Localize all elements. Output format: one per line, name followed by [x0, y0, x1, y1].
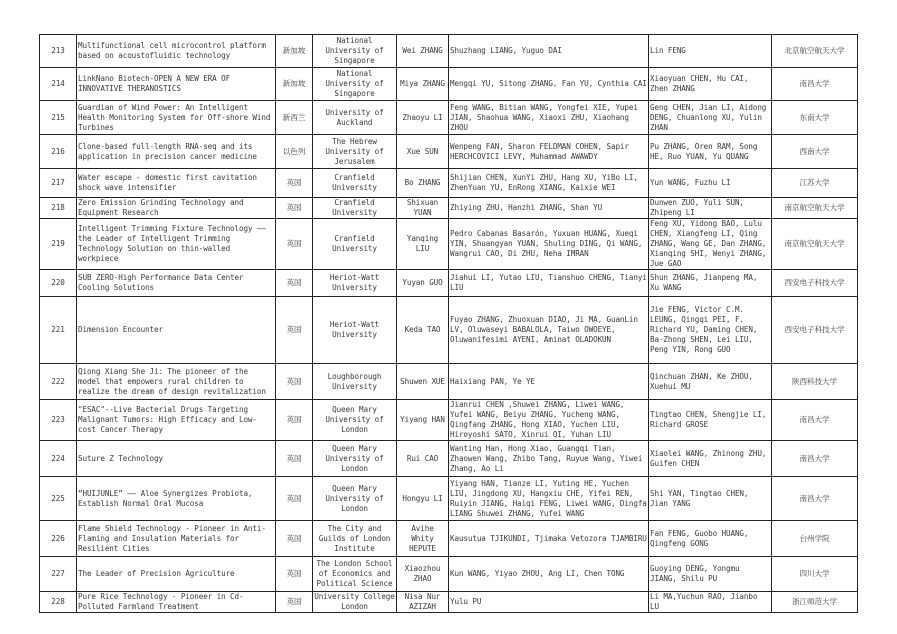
project-title-cell[interactable]: Qiong Xiang She Ji: The pioneer of the model that empowers rural children to realize the dream of design revitalization	[77, 364, 276, 400]
project-title-cell[interactable]: The Leader of Precision Agriculture	[77, 557, 276, 592]
row-number-cell[interactable]: 215	[40, 101, 77, 135]
mentors-cell[interactable]: Geng CHEN, Jian LI, Aidong DENG, Chuanlong XU, Yulin ZHAN	[649, 101, 772, 135]
row-number-cell[interactable]: 221	[40, 297, 77, 364]
row-number-cell[interactable]: 222	[40, 364, 77, 400]
school-cell[interactable]: 南昌大学	[772, 68, 858, 101]
school-cell[interactable]: 江苏大学	[772, 169, 858, 198]
row-number-cell[interactable]: 213	[40, 35, 77, 68]
table-row	[40, 135, 858, 169]
team-leader-cell[interactable]: Yuyan GUO	[397, 270, 449, 297]
table-row	[40, 521, 858, 557]
country-cell[interactable]: 英国	[276, 521, 313, 557]
table-row	[40, 270, 858, 297]
project-table	[39, 34, 858, 613]
team-leader-cell[interactable]: Xiaozhou ZHAO	[397, 557, 449, 592]
row-number-cell[interactable]: 217	[40, 169, 77, 198]
school-cell[interactable]: 浙江师范大学	[772, 592, 858, 613]
mentors-cell[interactable]: Xiaolei WANG, Zhinong ZHU, Guifen CHEN	[649, 441, 772, 477]
school-cell[interactable]: 南昌大学	[772, 477, 858, 521]
university-cell[interactable]: Loughborough University	[313, 364, 397, 400]
country-cell[interactable]: 英国	[276, 270, 313, 297]
row-number-cell[interactable]: 227	[40, 557, 77, 592]
row-number-cell[interactable]: 219	[40, 219, 77, 270]
project-title-cell[interactable]: Flame Shield Technology - Pioneer in Anti-Flaming and Insulation Materials for Resilient Cities	[77, 521, 276, 557]
table-row	[40, 101, 858, 135]
school-cell[interactable]: 南京航空航天大学	[772, 198, 858, 219]
table-row	[40, 297, 858, 364]
school-cell[interactable]: 西南大学	[772, 135, 858, 169]
mentors-cell[interactable]: Tingtao CHEN, Shengjie LI, Richard GROSE	[649, 400, 772, 441]
table-row	[40, 557, 858, 592]
mentors-cell[interactable]: Lin FENG	[649, 35, 772, 68]
team-leader-cell[interactable]: Yiyang HAN	[397, 400, 449, 441]
country-cell[interactable]: 英国	[276, 297, 313, 364]
project-title-cell[interactable]: Suture Z Technology	[77, 441, 276, 477]
team-members-cell[interactable]: Kun WANG, Yiyao ZHOU, Ang LI, Chen TONG	[449, 557, 649, 592]
university-cell[interactable]: National University of Singapore	[313, 35, 397, 68]
country-cell[interactable]: 新加坡	[276, 35, 313, 68]
team-members-cell[interactable]: Shuzhang LIANG, Yuguo DAI	[449, 35, 649, 68]
row-number-cell[interactable]: 228	[40, 592, 77, 613]
project-title-cell[interactable]: LinkNano Biotech-OPEN A NEW ERA OF INNOVATIVE THERANOSTICS	[77, 68, 276, 101]
mentors-cell[interactable]: Shi YAN, Tingtao CHEN, Jian YANG	[649, 477, 772, 521]
university-cell[interactable]: Queen Mary University of London	[313, 477, 397, 521]
mentors-cell[interactable]: Feng XU, Yidong BAO, Lulu CHEN, Xiangfeng LI, Qing ZHANG, Wang GE, Dan ZHANG, Xianqing SHI, Wenyi ZHANG, Jue GAO	[649, 219, 772, 270]
team-leader-cell[interactable]: Keda TAO	[397, 297, 449, 364]
team-leader-cell[interactable]: Nisa Nur AZIZAH	[397, 592, 449, 613]
team-members-cell[interactable]: Jianrui CHEN ,Shuwei ZHANG, Liwei WANG, Yufei WANG, Beiyu ZHANG, Yucheng WANG, Qingfang ZHANG, Hong XIAO, Yuchen LIU, Hiroyoshi SATO, Xinrui QI, Yuhan LIU	[449, 400, 649, 441]
row-number-cell[interactable]: 225	[40, 477, 77, 521]
university-cell[interactable]: Queen Mary University of London	[313, 400, 397, 441]
table-row	[40, 35, 858, 68]
university-cell[interactable]: University College London	[314, 592, 395, 611]
country-cell[interactable]: 以色列	[276, 135, 313, 169]
university-cell[interactable]: The Hebrew University of Jerusalem	[313, 135, 397, 169]
university-cell[interactable]: Heriot-Watt University	[313, 297, 397, 364]
country-cell[interactable]: 英国	[276, 477, 313, 521]
project-title-cell[interactable]: Guardian of Wind Power: An Intelligent Health Monitoring System for Off-shore Wind Turbines	[77, 101, 276, 135]
mentors-cell[interactable]: Xiaoyuan CHEN, Hu CAI, Zhen ZHANG	[649, 68, 772, 101]
university-cell[interactable]: The London School of Economics and Political Science	[313, 557, 397, 592]
team-members-cell[interactable]: Feng WANG, Bitian WANG, Yongfei XIE, Yupei JIAN, Shaohua WANG, Xiaoxi ZHU, Xiaohang ZHOU	[449, 101, 649, 135]
row-number-cell[interactable]: 216	[40, 135, 77, 169]
mentors-cell[interactable]: Yun WANG, Fuzhu LI	[649, 169, 772, 198]
row-number-cell[interactable]: 220	[40, 270, 77, 297]
mentors-cell[interactable]: Jie FENG, Victor C.M. LEUNG, Qingqi PEI, F. Richard YU, Daming CHEN, Ba-Zhong SHEN, Lei LIU, Peng YIN, Rong GUO	[649, 297, 772, 364]
project-title-cell[interactable]: Multifunctional cell microcontrol platform based on acoustofluidic technology	[77, 35, 276, 68]
team-members-cell[interactable]: Mengqi YU, Sitong ZHANG, Fan YU, Cynthia CAI	[449, 68, 649, 101]
school-cell[interactable]: 南昌大学	[772, 441, 858, 477]
country-cell[interactable]: 英国	[276, 219, 313, 270]
mentors-cell[interactable]: Shun ZHANG, Jianpeng MA, Xu WANG	[649, 270, 772, 297]
table-body	[40, 35, 858, 613]
row-number-cell[interactable]: 223	[40, 400, 77, 441]
team-members-cell[interactable]: Kausutua TJIKUNDI, Tjimaka Vetozora TJAMBIRU	[449, 521, 649, 557]
team-members-cell[interactable]: Yulu PU	[449, 592, 649, 613]
team-members-cell[interactable]: Fuyao ZHANG, Zhuoxuan DIAO, Ji MA, GuanLin LV, Oluwaseyi BABALOLA, Taiwo OWOEYE, Oluwanifesimi AYENI, Aminat OLADOKUN	[449, 297, 649, 364]
team-leader-cell[interactable]: Zhaoyu LI	[397, 101, 449, 135]
university-cell[interactable]: Cranfield University	[313, 198, 397, 219]
team-members-cell[interactable]: Wanting Han, Hong Xiao, Guangqi Tian, Zhaowen Wang, Zhibo Tang, Ruyue Wang, Yiwei Zhang, Ao Li	[449, 441, 649, 477]
row-number-cell[interactable]: 214	[40, 68, 77, 101]
team-members-cell[interactable]: Pedro Cabanas Basarón, Yuxuan HUANG, Xueqi YIN, Shuangyan YUAN, Shuling DING, Qi WANG, Wangrui CAO, Di ZHU, Neha IMRAN	[449, 219, 649, 270]
school-cell[interactable]: 西安电子科技大学	[772, 297, 858, 364]
school-cell[interactable]: 陕西科技大学	[772, 364, 858, 400]
school-cell[interactable]: 四川大学	[772, 557, 858, 592]
university-cell[interactable]: Heriot-Watt University	[313, 270, 397, 297]
mentors-cell[interactable]: Fan FENG, Guobo HUANG, Qingfeng GONG	[649, 521, 772, 557]
mentors-cell[interactable]: Qinchuan ZHAN, Ke ZHOU, Xuehui MU	[649, 364, 772, 400]
table-row	[40, 400, 858, 441]
school-cell[interactable]: 北京航空航天大学	[772, 35, 858, 68]
project-title-cell[interactable]: Zero Emission Grinding Technology and Equipment Research	[77, 198, 276, 219]
country-cell[interactable]: 英国	[276, 198, 313, 219]
table-row	[40, 477, 858, 521]
university-cell[interactable]: National University of Singapore	[313, 68, 397, 101]
project-title-cell[interactable]: Clone-based full-length RNA-seq and its application in precision cancer medicine	[77, 135, 276, 169]
university-cell[interactable]: Queen Mary University of London	[313, 441, 397, 477]
team-leader-cell[interactable]: Shixuan YUAN	[397, 198, 449, 219]
team-members-cell[interactable]: Wenpeng FAN, Sharon FELDMAN COHEN, Sapir HERCHCOVICI LEVY, Muhammad AWAWDY	[449, 135, 649, 169]
project-title-cell[interactable]: “HUIJUNLE” —— Aloe Synergizes Probiota, Establish Normal Oral Mucosa	[77, 477, 276, 521]
country-cell[interactable]: 英国	[276, 169, 313, 198]
table-row	[40, 198, 858, 219]
table-row	[40, 169, 858, 198]
row-number-cell[interactable]: 226	[40, 521, 77, 557]
team-leader-cell[interactable]: Shuwen XUE	[397, 364, 449, 400]
team-leader-cell[interactable]: Hongyu LI	[397, 477, 449, 521]
team-leader-cell[interactable]: Rui CAO	[397, 441, 449, 477]
country-cell[interactable]: 英国	[276, 557, 313, 592]
university-cell[interactable]: The City and Guilds of London Institute	[313, 521, 397, 557]
school-cell[interactable]: 西安电子科技大学	[772, 270, 858, 297]
project-title-cell[interactable]: Intelligent Trimming Fixture Technology —— the Leader of Intelligent Trimming Technology Solution on thin-walled workpiece	[77, 219, 276, 270]
country-cell[interactable]: 英国	[276, 592, 313, 613]
project-title-cell[interactable]: Dimension Encounter	[77, 297, 276, 364]
table-row	[40, 441, 858, 477]
school-cell[interactable]: 东南大学	[772, 101, 858, 135]
table-row	[40, 592, 858, 613]
team-leader-cell[interactable]: Miya ZHANG	[397, 68, 449, 101]
team-leader-cell[interactable]: Wei ZHANG	[397, 35, 449, 68]
team-leader-cell[interactable]: Yanqing LIU	[397, 219, 449, 270]
team-members-cell[interactable]: Shijian CHEN, XunYi ZHU, Hang XU, YiBo LI, ZhenYuan YU, EnRong XIANG, Kaixie WEI	[449, 169, 649, 198]
school-cell[interactable]: 台州学院	[772, 521, 858, 557]
team-leader-cell[interactable]: Bo ZHANG	[397, 169, 449, 198]
project-title-cell[interactable]: "ESAC"--Live Bacterial Drugs Targeting Malignant Tumors: High Efficacy and Low-cost Cancer Therapy	[77, 400, 276, 441]
country-cell[interactable]: 英国	[276, 441, 313, 477]
table-row	[40, 68, 858, 101]
mentors-cell[interactable]: Dunwen ZUO, Yuli SUN, Zhipeng LI	[649, 198, 772, 219]
mentors-cell[interactable]: Pu ZHANG, Oren RAM, Song HE, Ruo YUAN, Yu QUANG	[649, 135, 772, 169]
school-cell[interactable]: 南京航空航天大学	[772, 219, 858, 270]
country-cell[interactable]: 新西兰	[276, 101, 313, 135]
university-cell[interactable]: Cranfield University	[313, 169, 397, 198]
mentors-cell[interactable]: Li MA,Yuchun RAO, Jianbo LU	[649, 592, 772, 613]
project-title-cell[interactable]: Pure Rice Technology - Pioneer in Cd-Polluted Farmland Treatment	[77, 592, 276, 613]
table-row	[40, 364, 858, 400]
project-title-cell[interactable]: Water escape - domestic first cavitation shock wave intensifier	[77, 169, 276, 198]
country-cell[interactable]: 英国	[276, 364, 313, 400]
project-title-cell[interactable]: SUB ZERO-High Performance Data Center Cooling Solutions	[77, 270, 276, 297]
team-leader-cell[interactable]: Avihe Whity HEPUTE	[397, 521, 449, 557]
team-members-cell[interactable]: Yiyang HAN, Tianze LI, Yuting HE, Yuchen LIU, Jingdong XU, Hangxiu CHE, Yifei REN, Ruiyin JIANG, Haiqi FENG, Liwei WANG, Dingfa LIANG Shuwei ZHANG, Yufei WANG	[449, 477, 649, 521]
team-leader-cell[interactable]: Xue SUN	[397, 135, 449, 169]
row-number-cell[interactable]: 218	[40, 198, 77, 219]
table-row	[40, 219, 858, 270]
mentors-cell[interactable]: Guoying DENG, Yongmu JIANG, Shilu PU	[649, 557, 772, 592]
team-members-cell[interactable]: Haixiang PAN, Ye YE	[449, 364, 649, 400]
team-members-cell[interactable]: Zhiying ZHU, Hanzhi ZHANG, Shan YU	[449, 198, 649, 219]
country-cell[interactable]: 新加坡	[276, 68, 313, 101]
country-cell[interactable]: 英国	[276, 400, 313, 441]
university-cell[interactable]: Cranfield University	[313, 219, 397, 270]
row-number-cell[interactable]: 224	[40, 441, 77, 477]
university-cell[interactable]: University of Auckland	[313, 101, 397, 135]
team-members-cell[interactable]: Jiahui LI, Yutao LIU, Tianshuo CHENG, Tianyi LIU	[449, 270, 649, 297]
school-cell[interactable]: 南昌大学	[772, 400, 858, 441]
